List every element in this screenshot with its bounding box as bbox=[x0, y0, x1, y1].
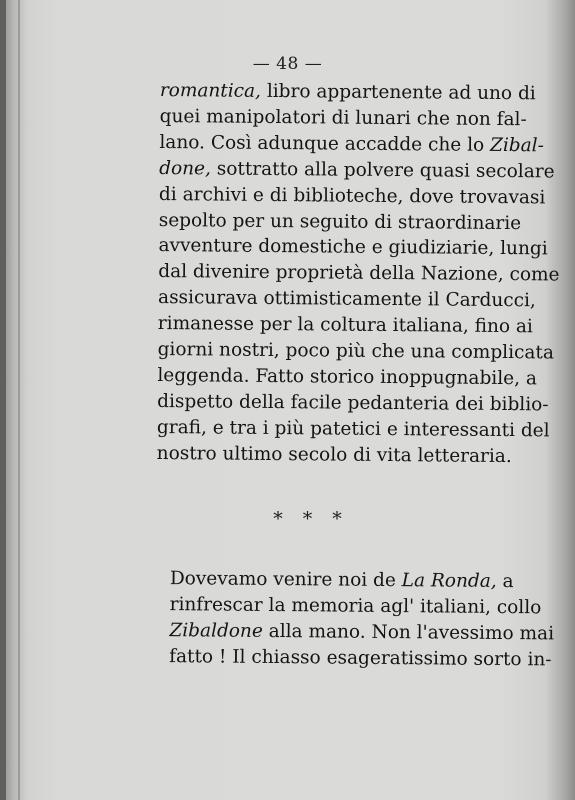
text-line: giorni nostri, poco più che una complicata bbox=[157, 339, 555, 364]
text-line: rinfrescar la memoria agl' italiani, collo bbox=[169, 593, 542, 619]
text-line: sepolto per un seguito di straordinarie bbox=[158, 209, 522, 234]
italic-text: romantica, bbox=[159, 79, 262, 102]
text-line: di archivi e di biblioteche, dove trovavasi bbox=[158, 183, 546, 208]
text-line: avventure domestiche e giudiziarie, lungi bbox=[158, 235, 548, 260]
text-line: dal divenire proprietà della Nazione, come bbox=[158, 261, 560, 286]
page-binding-edge bbox=[0, 0, 6, 800]
italic-text: Zibal- bbox=[489, 134, 544, 157]
italic-text: La Ronda, bbox=[401, 570, 497, 592]
text-line: leggenda. Fatto storico inoppugnabile, a bbox=[157, 364, 538, 390]
text-line: rimanesse per la coltura italiana, fino ai bbox=[157, 313, 533, 338]
text-line: Dovevamo venire noi de La Ronda, a bbox=[169, 568, 514, 593]
text-line: nostro ultimo secolo di vita letteraria. bbox=[156, 442, 512, 467]
paragraph-2 bbox=[159, 566, 555, 672]
text-line: fatto ! Il chiasso esageratissimo sorto in- bbox=[169, 645, 552, 671]
page-number: — 48 — bbox=[252, 54, 323, 74]
text-line: lano. Così adunque accadde che lo Zibal- bbox=[159, 131, 544, 157]
text-line: dispetto della facile pedanteria dei biblio- bbox=[157, 390, 549, 416]
text-line: Zibaldone alla mano. Non l'avessimo mai bbox=[169, 619, 555, 645]
paragraph-1 bbox=[156, 78, 560, 469]
page-fold-shadow bbox=[18, 0, 20, 800]
text-line: grafi, e tra i più patetici e interessanti del bbox=[156, 416, 550, 442]
italic-text: done, bbox=[159, 157, 212, 180]
section-separator: * * * bbox=[273, 508, 342, 530]
text-line: done, sottratto alla polvere quasi secolare bbox=[159, 157, 555, 183]
italic-text: Zibaldone bbox=[169, 619, 263, 642]
text-line: assicurava ottimisticamente il Carducci, bbox=[157, 287, 536, 312]
text-line: quei manipolatori di lunari che non fal- bbox=[159, 105, 527, 131]
text-line: romantica, libro appartenente ad uno di bbox=[159, 79, 536, 105]
